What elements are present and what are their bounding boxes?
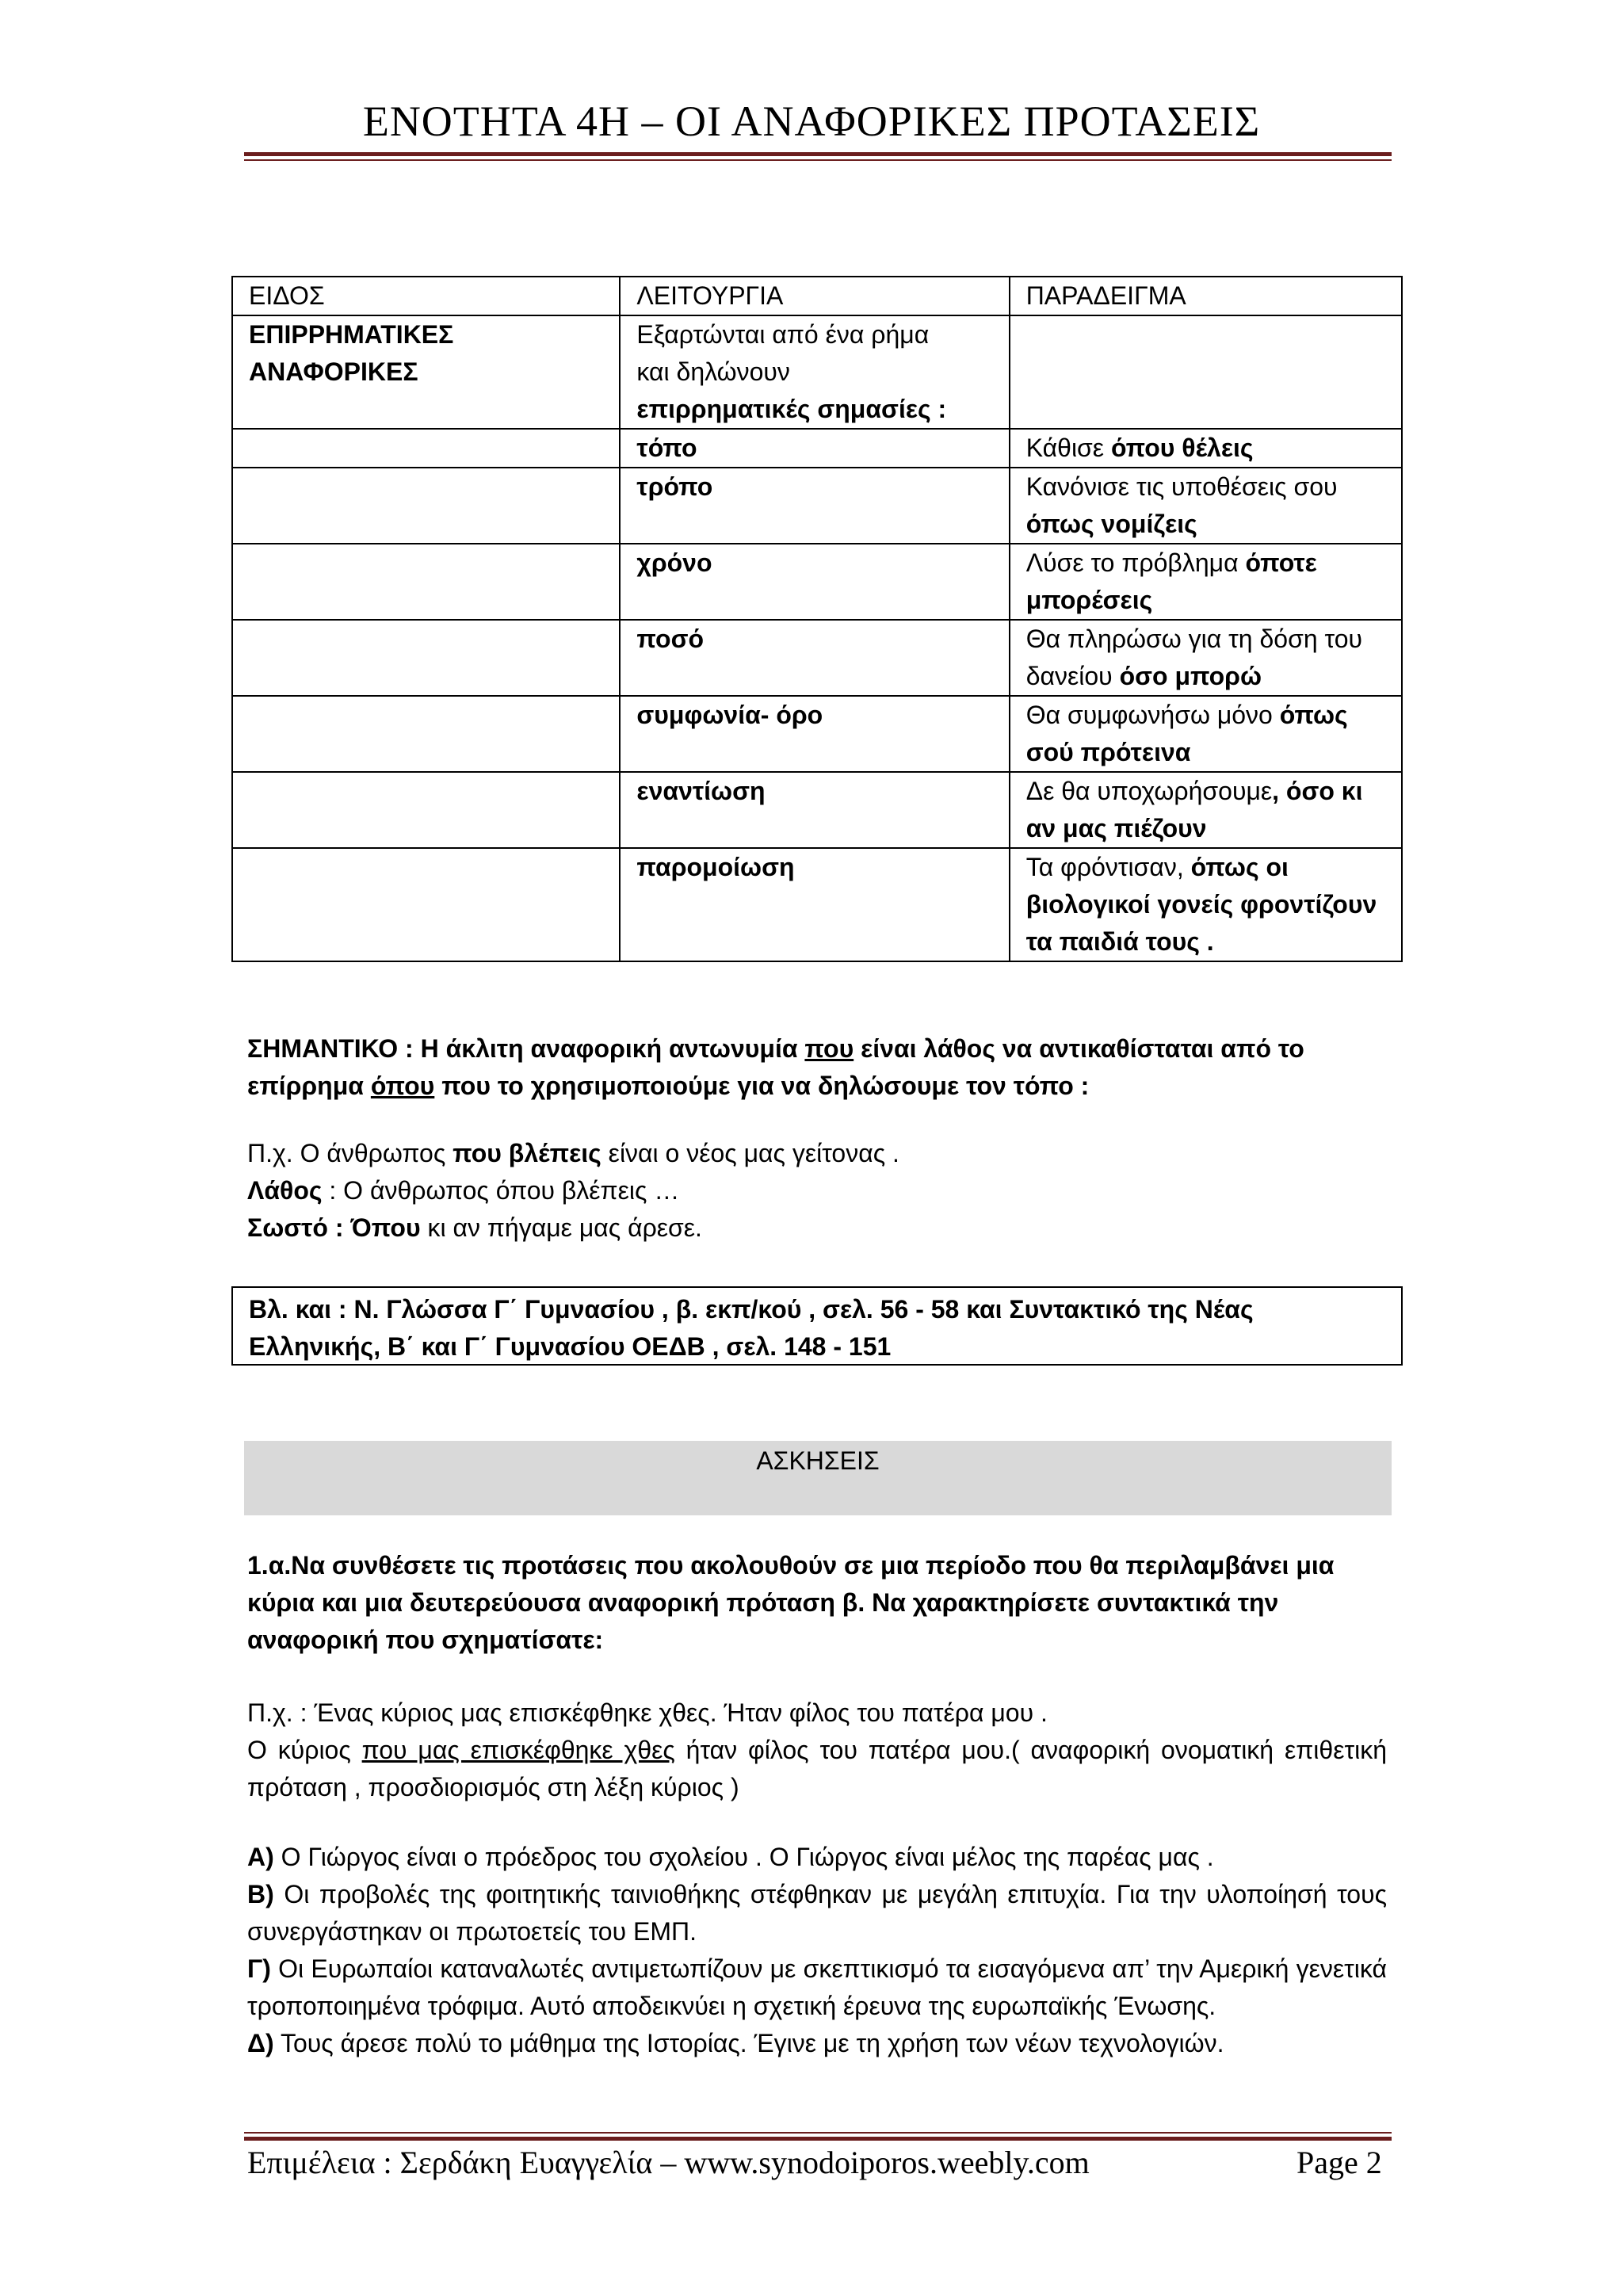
wrong-label: Λάθος — [247, 1176, 323, 1205]
exercise-items — [247, 1839, 1387, 2062]
table-cell-example — [1010, 315, 1402, 429]
footer-rule-thin — [244, 2132, 1392, 2134]
exercise-item — [247, 2025, 1387, 2062]
table-cell-example — [1010, 544, 1402, 620]
table-cell-function — [620, 696, 1009, 772]
important-underlined: όπου — [370, 1072, 435, 1100]
table-cell-example — [1010, 696, 1402, 772]
item-text: Οι προβολές της φοιτητικής ταινιοθήκης στέφθηκαν με μεγάλη επιτυχία. Για την υλοποίησή τους συνεργάστηκαν οι πρωτοετείς του ΕΜΠ. — [247, 1880, 1387, 1946]
kind-line: ΑΝΑΦΟΡΙΚΕΣ — [249, 357, 418, 386]
example-relative: όποτε μπορέσεις — [1025, 548, 1317, 614]
header-rule — [244, 152, 1392, 156]
function-label: χρόνο — [636, 548, 712, 577]
example-relative: όσο μπορώ — [1119, 662, 1262, 690]
example-text: είναι ο νέος μας γείτονας . — [601, 1139, 899, 1167]
item-text: Ο Γιώργος είναι ο πρόεδρος του σχολείου . Ο Γιώργος είναι μέλος της παρέας μας . — [273, 1843, 1214, 1871]
table-cell-example — [1010, 772, 1402, 848]
table-cell-function — [620, 468, 1009, 544]
example-text: : Ο άνθρωπος όπου βλέπεις … — [322, 1176, 680, 1205]
table-cell-kind — [232, 544, 620, 620]
function-label: τρόπο — [636, 472, 713, 501]
table-cell-function — [620, 315, 1009, 429]
important-text: που το χρησιμοποιούμε για να δηλώσουμε τον τόπο : — [434, 1072, 1090, 1100]
table-row — [232, 315, 1402, 429]
table-row — [232, 620, 1402, 696]
example-relative: όπως σού πρότεινα — [1025, 701, 1348, 766]
page-title: ΕΝΟΤΗΤΑ 4Η – ΟΙ ΑΝΑΦΟΡΙΚΕΣ ΠΡΟΤΑΣΕΙΣ — [362, 97, 1261, 145]
function-line: επιρρηματικές σημασίες : — [636, 395, 947, 423]
function-line: και δηλώνουν — [636, 357, 790, 386]
table-row — [232, 848, 1402, 961]
table-cell-example — [1010, 848, 1402, 961]
example-relative: όπως οι βιολογικοί γονείς φροντίζουν τα παιδιά τους . — [1025, 853, 1377, 956]
table-row — [232, 696, 1402, 772]
example-line — [247, 1135, 1387, 1172]
item-text: Τους άρεσε πολύ το μάθημα της Ιστορίας. Έγινε με τη χρήση των νέων τεχνολογιών. — [273, 2029, 1224, 2057]
example-line — [247, 1172, 1387, 1209]
table-row — [232, 429, 1402, 468]
example-text: Λύσε το πρόβλημα — [1025, 548, 1246, 577]
header-cell-kind: ΕΙΔΟΣ — [232, 277, 620, 315]
important-note — [247, 1030, 1387, 1105]
function-line: Εξαρτώνται από ένα ρήμα — [636, 320, 930, 349]
function-label: τόπο — [636, 434, 697, 462]
header-rule-thin — [244, 159, 1392, 161]
function-label: ποσό — [636, 625, 704, 653]
exercise-example — [247, 1694, 1387, 1806]
item-label: Δ) — [247, 2029, 274, 2057]
reference-box — [231, 1286, 1403, 1366]
table-cell-function — [620, 544, 1009, 620]
example-relative: , όσο κι αν μας πιέζουν — [1025, 777, 1363, 842]
example-relative: όπου θέλεις — [1110, 434, 1254, 462]
table-cell-kind — [232, 620, 620, 696]
example-line: Π.χ. : Ένας κύριος μας επισκέφθηκε χθες. Ήταν φίλος του πατέρα μου . — [247, 1698, 1048, 1727]
footer-rule — [244, 2137, 1392, 2141]
function-label: συμφωνία- όρο — [636, 701, 823, 729]
example-text: Δε θα υποχωρήσουμε — [1025, 777, 1273, 805]
table-cell-kind — [232, 848, 620, 961]
example-bold: που βλέπεις — [453, 1139, 601, 1167]
important-text: είναι λάθος να αντικαθίσταται από το επίρρημα — [247, 1034, 1304, 1100]
important-text: ΣΗΜΑΝΤΙΚΟ : Η άκλιτη αναφορική αντωνυμία — [247, 1034, 805, 1063]
header-cell-function: ΛΕΙΤΟΥΡΓΙΑ — [620, 277, 1009, 315]
example-underlined: που μας επισκέφθηκε χθες — [361, 1736, 675, 1764]
reference-line: Βλ. και : Ν. Γλώσσα Γ΄ Γυμνασίου , β. εκπ/κού , σελ. 56 - 58 και Συντακτικό της Νέας — [249, 1295, 1254, 1324]
table-cell-kind — [232, 429, 620, 468]
page-number: Page 2 — [1296, 2145, 1382, 2180]
table-cell-example — [1010, 429, 1402, 468]
example-text: κι αν πήγαμε μας άρεσε. — [420, 1213, 702, 1242]
table-header-row — [232, 277, 1402, 315]
table-row — [232, 468, 1402, 544]
exercise-task: 1.α.Να συνθέσετε τις προτάσεις που ακολουθούν σε μια περίοδο που θα περιλαμβάνει μια κύρια και μια δευτερεύουσα αναφορική πρόταση β. Να χαρακτηρίσετε συντακτικά την αναφορική που σχηματίσατε: — [247, 1551, 1335, 1654]
table-cell-function — [620, 429, 1009, 468]
examples-block — [247, 1135, 1387, 1247]
relative-clauses-table — [231, 276, 1403, 962]
table-cell-kind — [232, 468, 620, 544]
example-text: Τα φρόντισαν, — [1025, 853, 1191, 881]
item-text: Οι Ευρωπαίοι καταναλωτές αντιμετωπίζουν με σκεπτικισμό τα εισαγόμενα απ’ την Αμερική γενετικά τροποποιημένα τρόφιμα. Αυτό αποδεικνύει η σχετική έρευνα της ευρωπαϊκής Ένωσης. — [247, 1954, 1387, 2020]
example-text: Θα συμφωνήσω μόνο — [1025, 701, 1280, 729]
item-label: Β) — [247, 1880, 274, 1908]
item-label: Α) — [247, 1843, 274, 1871]
example-text: Κάθισε — [1025, 434, 1111, 462]
table-cell-function — [620, 620, 1009, 696]
reference-line: Ελληνικής, Β΄ και Γ΄ Γυμνασίου ΟΕΔΒ , σελ. 148 - 151 — [249, 1332, 892, 1361]
exercise-item — [247, 1876, 1387, 1950]
important-underlined: που — [804, 1034, 854, 1063]
table-cell-example — [1010, 468, 1402, 544]
correct-label: Σωστό : Όπου — [247, 1213, 421, 1242]
table-row — [232, 544, 1402, 620]
example-line — [247, 1732, 1387, 1806]
example-text: Κανόνισε τις υποθέσεις σου — [1025, 472, 1338, 501]
exercise-item — [247, 1839, 1387, 1876]
header-cell-example: ΠΑΡΑΔΕΙΓΜΑ — [1010, 277, 1402, 315]
exercise-item — [247, 1950, 1387, 2025]
exercises-heading: ΑΣΚΗΣΕΙΣ — [244, 1441, 1392, 1515]
example-text: ήταν φίλος του πατέρα μου.( αναφορική ονοματική επιθετική πρόταση , προσδιορισμός στη λέξη κύριος ) — [247, 1736, 1388, 1801]
example-text: Π.χ. Ο άνθρωπος — [247, 1139, 453, 1167]
function-label: εναντίωση — [636, 777, 766, 805]
example-relative: όπως νομίζεις — [1025, 510, 1197, 538]
table-cell-example — [1010, 620, 1402, 696]
function-label: παρομοίωση — [636, 853, 795, 881]
kind-line: ΕΠΙΡΡΗΜΑΤΙΚΕΣ — [249, 320, 454, 349]
item-label: Γ) — [247, 1954, 271, 1983]
table-cell-kind — [232, 315, 620, 429]
table-row — [232, 772, 1402, 848]
table-cell-function — [620, 848, 1009, 961]
table-cell-kind — [232, 696, 620, 772]
example-line — [247, 1209, 1387, 1247]
table-cell-kind — [232, 772, 620, 848]
example-text: Θα πληρώσω για τη δόση του δανείου — [1025, 625, 1363, 690]
footer-credit: Επιμέλεια : Σερδάκη Ευαγγελία – www.synodoiporos.weebly.com — [247, 2145, 1090, 2180]
table-cell-function — [620, 772, 1009, 848]
example-text: Ο κύριος — [247, 1736, 362, 1764]
